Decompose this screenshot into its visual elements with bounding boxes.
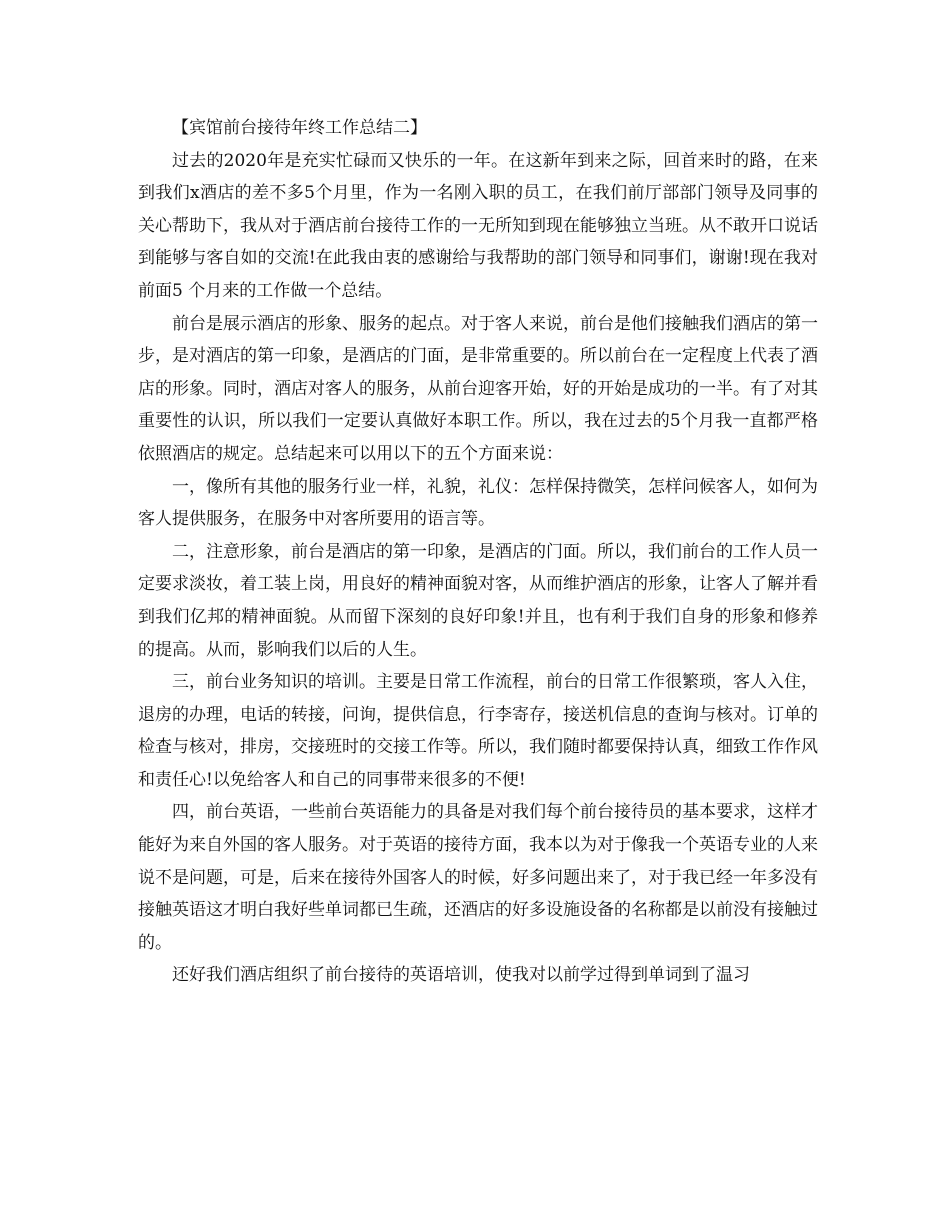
document-title: 【宾馆前台接待年终工作总结二】 [172, 118, 427, 138]
paragraph-intro: 过去的2020年是充实忙碌而又快乐的一年。在这新年到来之际，回首来时的路，在来到我们x酒店的差不多5个月里，作为一名刚入职的员工，在我们前厅部部门领导及同事的关心帮助下，我从对于酒店前台接待工作的一无所知到现在能够独立当班。从不敢开口说话到能够与客自如的交流!在此我由衷的感谢给与我帮助的部门领导和同事们，谢谢!现在我对前面5 个月来的工作做一个总结。 [138, 150, 818, 301]
paragraph-front-desk-role: 前台是展示酒店的形象、服务的起点。对于客人来说，前台是他们接触我们酒店的第一步，是对酒店的第一印象，是酒店的门面，是非常重要的。所以前台在一定程度上代表了酒店的形象。同时，酒店对客人的服务，从前台迎客开始，好的开始是成功的一半。有了对其重要性的认识，所以我们一定要认真做好本职工作。所以，我在过去的5个月我一直都严格依照酒店的规定。总结起来可以用以下的五个方面来说： [138, 313, 818, 464]
paragraph-point-two: 二，注意形象，前台是酒店的第一印象，是酒店的门面。所以，我们前台的工作人员一定要求淡妆，着工装上岗，用良好的精神面貌对客，从而维护酒店的形象，让客人了解并看到我们亿邦的精神面貌。从而留下深刻的良好印象!并且，也有利于我们自身的形象和修养的提高。从而，影响我们以后的人生。 [138, 541, 818, 660]
paragraph-point-four: 四，前台英语，一些前台英语能力的具备是对我们每个前台接待员的基本要求，这样才能好为来自外国的客人服务。对于英语的接待方面，我本以为对于像我一个英语专业的人来说不是问题，可是，后来在接待外国客人的时候，好多问题出来了，对于我已经一年多没有接触英语这才明白我好些单词都已生疏，还酒店的好多设施设备的名称都是以前没有接触过的。 [138, 802, 818, 953]
document-body [138, 112, 818, 992]
paragraph-point-three: 三，前台业务知识的培训。主要是日常工作流程，前台的日常工作很繁琐，客人入住，退房的办理，电话的转接，问询，提供信息，行李寄存，接送机信息的查询与核对。订单的检查与核对，排房，交接班时的交接工作等。所以，我们随时都要保持认真，细致工作作风和责任心!以免给客人和自己的同事带来很多的不便! [138, 672, 818, 790]
paragraph-english-training: 还好我们酒店组织了前台接待的英语培训，使我对以前学过得到单词到了温习 [172, 965, 750, 986]
paragraph-point-one: 一，像所有其他的服务行业一样，礼貌，礼仪：怎样保持微笑，怎样问候客人，如何为客人提供服务，在服务中对客所要用的语言等。 [138, 476, 818, 530]
